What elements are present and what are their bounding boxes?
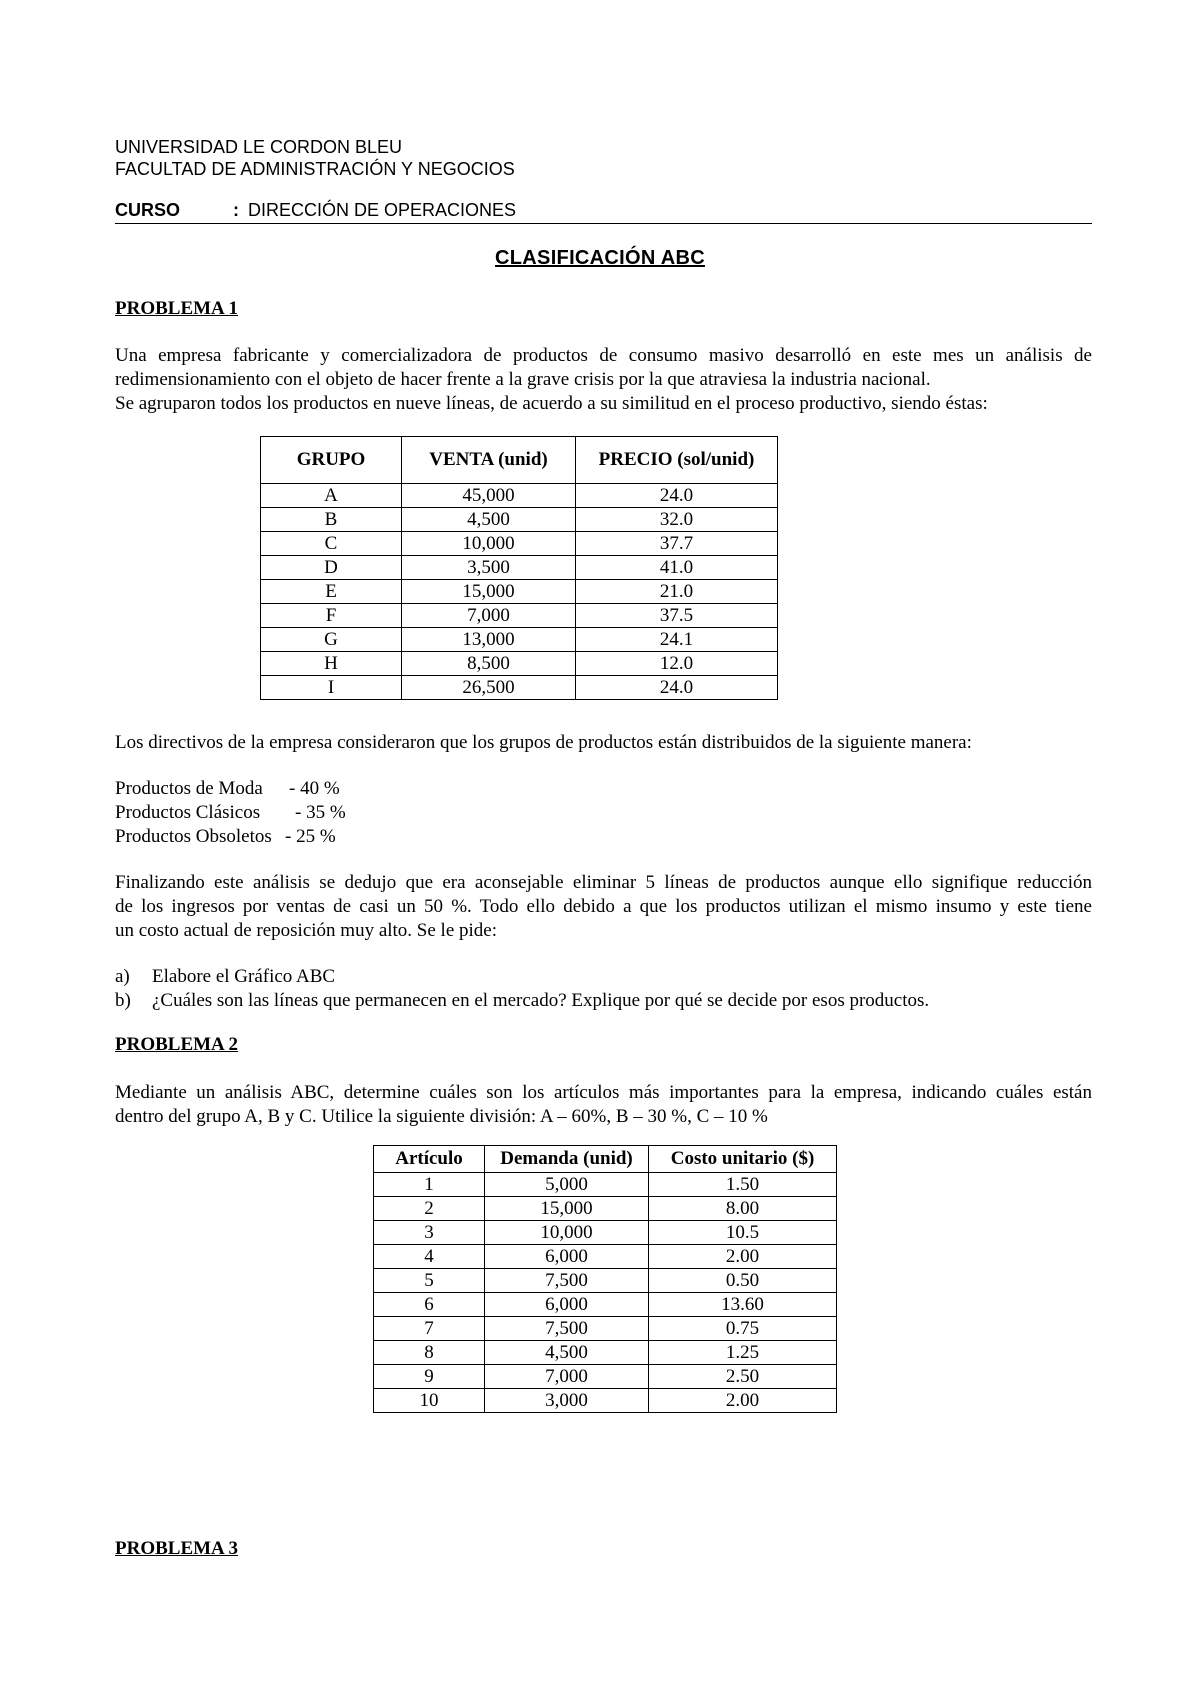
table-cell: 6,000 xyxy=(485,1245,649,1269)
table-row xyxy=(261,628,778,652)
pregunta-letter: a) xyxy=(115,966,130,987)
table-cell: 5 xyxy=(374,1269,485,1293)
table-cell: 6,000 xyxy=(485,1293,649,1317)
table-row xyxy=(261,652,778,676)
intro-line: redimensionamiento con el objeto de hacer frente a la grave crisis por la que atraviesa la industria nacional. xyxy=(115,369,931,390)
table-cell: 24.0 xyxy=(576,676,778,700)
table-cell: 26,500 xyxy=(402,676,576,700)
table-cell: 1.50 xyxy=(649,1173,837,1197)
column-header: PRECIO (sol/unid) xyxy=(576,437,778,484)
problema-1-intro xyxy=(115,344,1092,416)
table-cell: 8,500 xyxy=(402,652,576,676)
table-row xyxy=(261,676,778,700)
table-row xyxy=(374,1197,837,1221)
table-cell: 10 xyxy=(374,1389,485,1413)
articles-table xyxy=(373,1145,837,1413)
problema-1-heading: PROBLEMA 1 xyxy=(115,298,238,319)
categoria-row xyxy=(115,777,340,801)
table-cell: 3,500 xyxy=(402,556,576,580)
table-cell: F xyxy=(261,604,402,628)
table-cell: 8.00 xyxy=(649,1197,837,1221)
column-header: Demanda (unid) xyxy=(485,1146,649,1173)
intro-line: Se agruparon todos los productos en nueve líneas, de acuerdo a su similitud en el proceso productivo, siendo éstas: xyxy=(115,393,988,414)
table-cell: 37.5 xyxy=(576,604,778,628)
table-cell: 6 xyxy=(374,1293,485,1317)
conclusion-line: Finalizando este análisis se dedujo que era aconsejable eliminar 5 líneas de productos aunque ello signifique reducción xyxy=(115,872,1092,893)
table-row xyxy=(374,1221,837,1245)
table-cell: 21.0 xyxy=(576,580,778,604)
table-cell: 4,500 xyxy=(402,508,576,532)
table-cell: 13.60 xyxy=(649,1293,837,1317)
table-row xyxy=(261,484,778,508)
table-cell: 5,000 xyxy=(485,1173,649,1197)
course-row xyxy=(115,199,1092,224)
table-header-row xyxy=(374,1146,837,1173)
table-cell: 0.75 xyxy=(649,1317,837,1341)
course-value: DIRECCIÓN DE OPERACIONES xyxy=(248,200,517,220)
table-row xyxy=(374,1245,837,1269)
table-row xyxy=(374,1365,837,1389)
table-cell: E xyxy=(261,580,402,604)
table-cell: B xyxy=(261,508,402,532)
faculty-name: FACULTAD DE ADMINISTRACIÓN Y NEGOCIOS xyxy=(115,159,515,179)
pregunta-item xyxy=(115,965,335,989)
table-cell: 37.7 xyxy=(576,532,778,556)
table-row xyxy=(374,1173,837,1197)
categoria-value: - 35 % xyxy=(295,802,346,823)
problema-2-intro xyxy=(115,1081,1092,1129)
table-cell: 7,000 xyxy=(402,604,576,628)
intro-line: Mediante un análisis ABC, determine cuáles son los artículos más importantes para la empresa, indicando cuáles están xyxy=(115,1082,1092,1103)
table-cell: 10,000 xyxy=(485,1221,649,1245)
table-cell: 2.50 xyxy=(649,1365,837,1389)
table-cell: 2 xyxy=(374,1197,485,1221)
table-cell: 9 xyxy=(374,1365,485,1389)
table-row xyxy=(261,604,778,628)
table-cell: 2.00 xyxy=(649,1245,837,1269)
table-cell: 7 xyxy=(374,1317,485,1341)
table-cell: 4,500 xyxy=(485,1341,649,1365)
column-header: GRUPO xyxy=(261,437,402,484)
table-cell: 24.0 xyxy=(576,484,778,508)
table-row xyxy=(261,532,778,556)
table-cell: 4 xyxy=(374,1245,485,1269)
column-header: Artículo xyxy=(374,1146,485,1173)
table-cell: 7,000 xyxy=(485,1365,649,1389)
table-cell: C xyxy=(261,532,402,556)
column-header: Costo unitario ($) xyxy=(649,1146,837,1173)
table-row xyxy=(374,1317,837,1341)
problema-2-heading: PROBLEMA 2 xyxy=(115,1034,238,1055)
table-header-row xyxy=(261,437,778,484)
document-title: CLASIFICACIÓN ABC xyxy=(495,247,705,269)
table-cell: G xyxy=(261,628,402,652)
table-cell: 10.5 xyxy=(649,1221,837,1245)
pregunta-letter: b) xyxy=(115,990,131,1011)
pregunta-text: Elabore el Gráfico ABC xyxy=(152,966,336,987)
table-row xyxy=(374,1389,837,1413)
table-cell: 12.0 xyxy=(576,652,778,676)
categoria-name: Productos Clásicos xyxy=(115,802,261,823)
column-header: VENTA (unid) xyxy=(402,437,576,484)
table-cell: I xyxy=(261,676,402,700)
table-row xyxy=(374,1293,837,1317)
table-cell: 13,000 xyxy=(402,628,576,652)
table-cell: 1.25 xyxy=(649,1341,837,1365)
table-cell: 3,000 xyxy=(485,1389,649,1413)
categoria-row xyxy=(115,801,346,825)
sales-table xyxy=(260,436,778,700)
directivos-text xyxy=(115,731,1092,755)
table-cell: 15,000 xyxy=(402,580,576,604)
table-row xyxy=(261,556,778,580)
table-row xyxy=(261,580,778,604)
categoria-value: - 25 % xyxy=(285,826,336,847)
table-cell: 7,500 xyxy=(485,1269,649,1293)
pregunta-text: ¿Cuáles son las líneas que permanecen en el mercado? Explique por qué se decide por esos productos. xyxy=(152,990,930,1011)
directivos-line: Los directivos de la empresa consideraron que los grupos de productos están distribuidos de la siguiente manera: xyxy=(115,732,972,753)
table-cell: 3 xyxy=(374,1221,485,1245)
problema-3-heading: PROBLEMA 3 xyxy=(115,1538,238,1559)
table-cell: 1 xyxy=(374,1173,485,1197)
intro-line: dentro del grupo A, B y C. Utilice la siguiente división: A – 60%, B – 30 %, C – 10 % xyxy=(115,1106,768,1127)
table-cell: 41.0 xyxy=(576,556,778,580)
table-cell: 10,000 xyxy=(402,532,576,556)
categoria-name: Productos Obsoletos xyxy=(115,826,272,847)
conclusion-line: de los ingresos por ventas de casi un 50 %. Todo ello debido a que los productos utilizan el mismo insumo y este tiene xyxy=(115,896,1092,917)
table-cell: 24.1 xyxy=(576,628,778,652)
table-row xyxy=(374,1341,837,1365)
table-cell: 32.0 xyxy=(576,508,778,532)
table-cell: 0.50 xyxy=(649,1269,837,1293)
table-row xyxy=(374,1269,837,1293)
conclusion-text xyxy=(115,871,1092,943)
course-colon: : xyxy=(233,200,239,220)
table-cell: 15,000 xyxy=(485,1197,649,1221)
table-cell: H xyxy=(261,652,402,676)
table-cell: 8 xyxy=(374,1341,485,1365)
categoria-value: - 40 % xyxy=(289,778,340,799)
intro-line: Una empresa fabricante y comercializadora de productos de consumo masivo desarrolló en este mes un análisis de xyxy=(115,345,1092,366)
table-cell: A xyxy=(261,484,402,508)
pregunta-item xyxy=(115,989,929,1013)
table-row xyxy=(261,508,778,532)
table-cell: 45,000 xyxy=(402,484,576,508)
categoria-name: Productos de Moda xyxy=(115,778,263,799)
university-name: UNIVERSIDAD LE CORDON BLEU xyxy=(115,137,403,157)
conclusion-line: un costo actual de reposición muy alto. Se le pide: xyxy=(115,920,498,941)
table-cell: 7,500 xyxy=(485,1317,649,1341)
course-label: CURSO xyxy=(115,200,181,220)
table-cell: D xyxy=(261,556,402,580)
categoria-row xyxy=(115,825,336,849)
table-cell: 2.00 xyxy=(649,1389,837,1413)
